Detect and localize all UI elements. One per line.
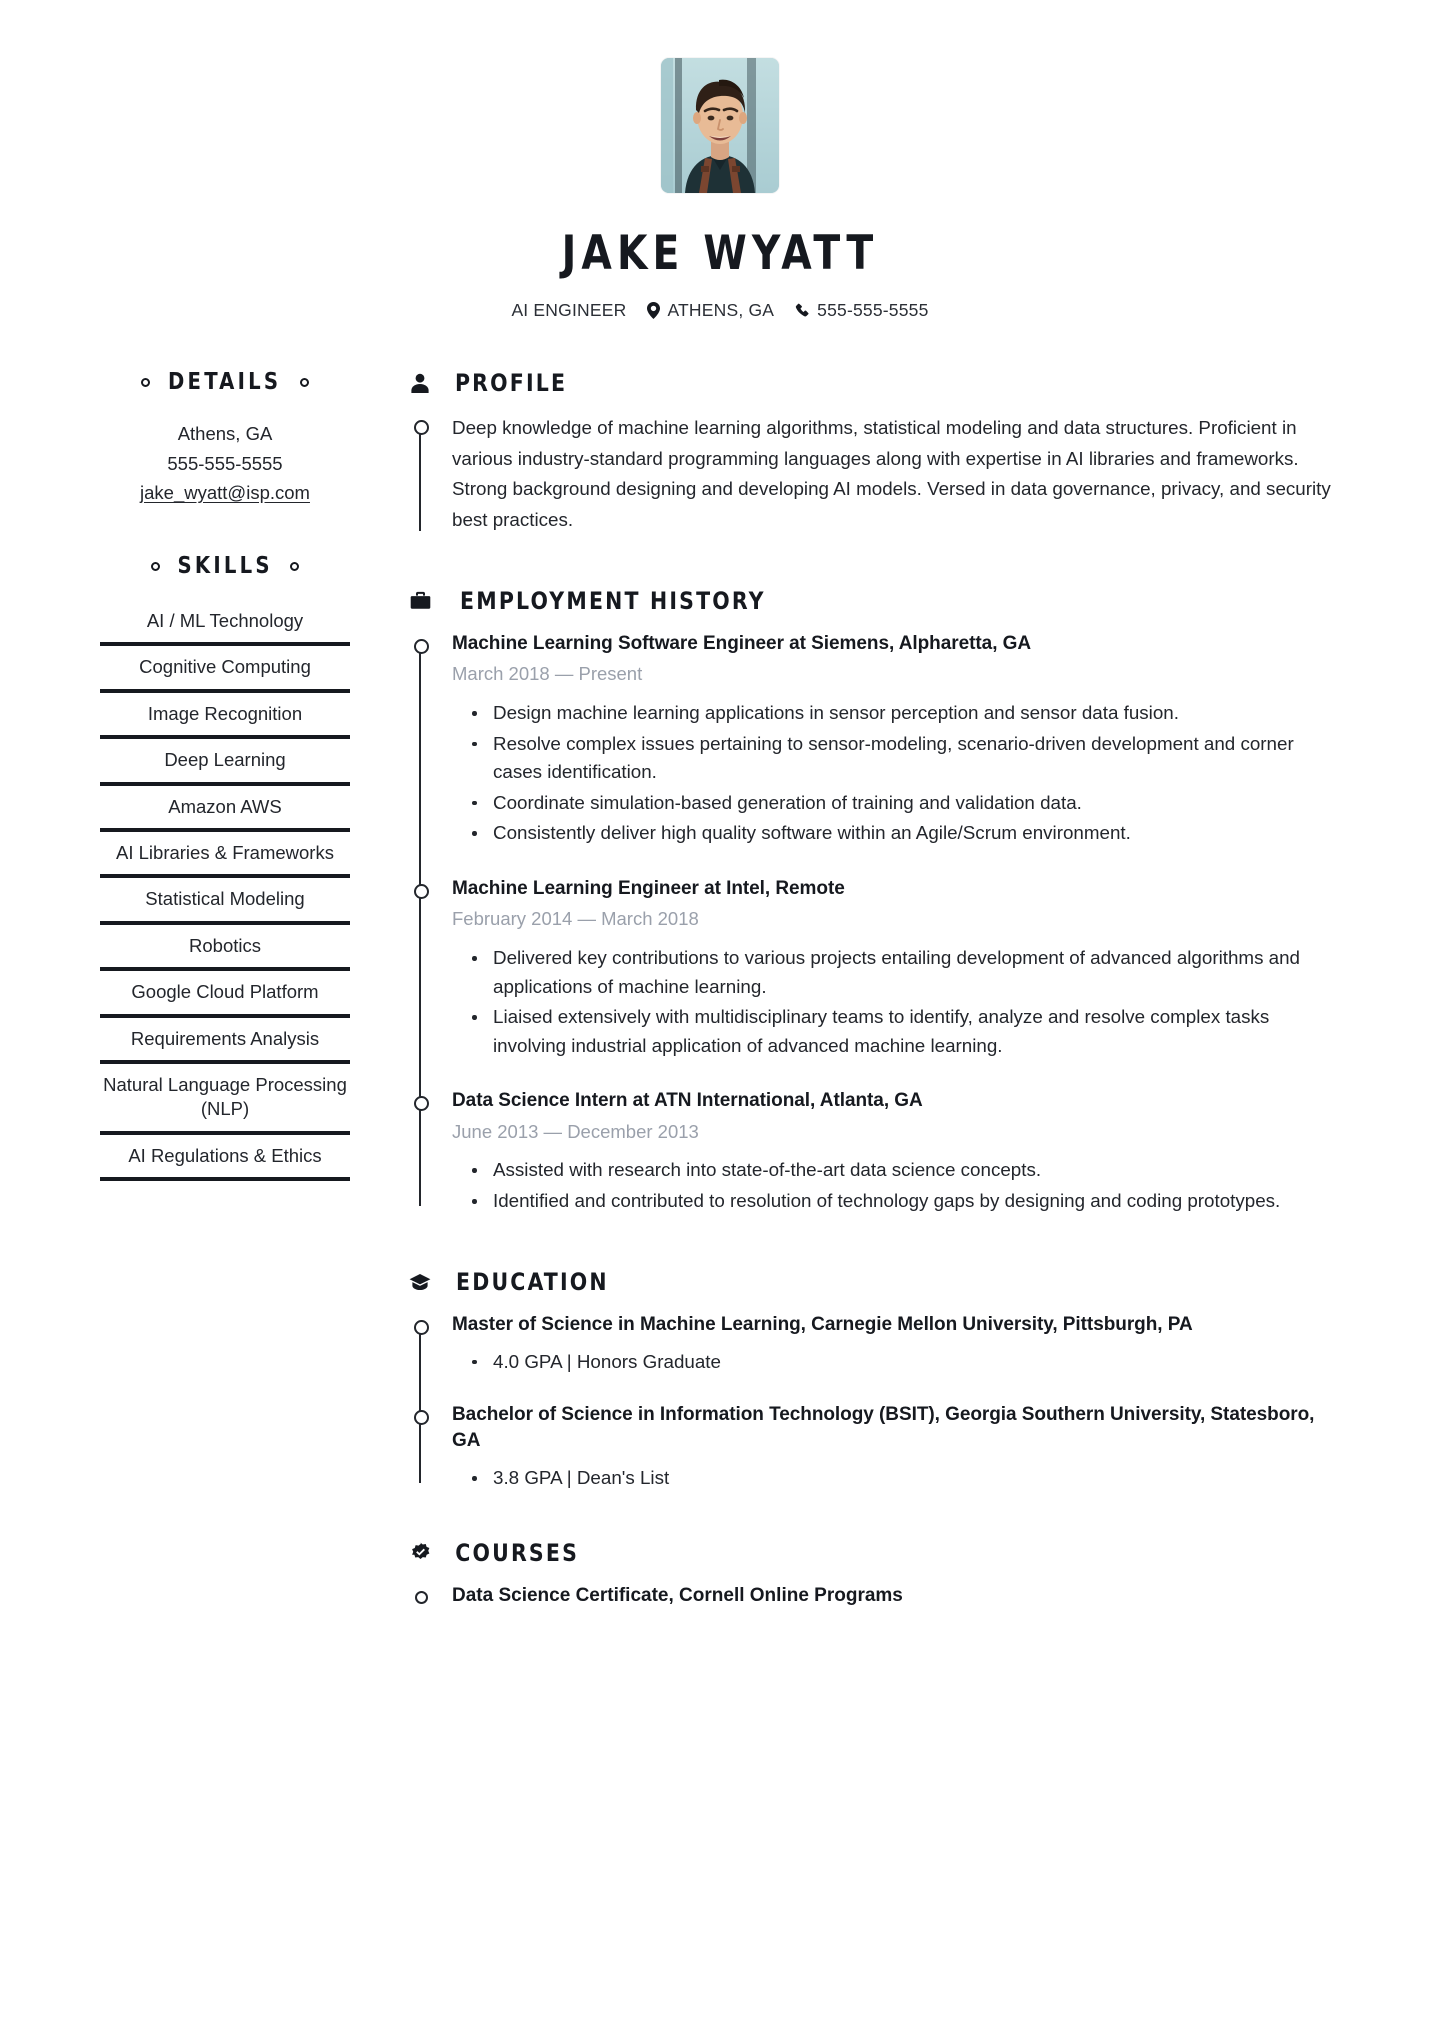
profile-section — [408, 369, 1332, 535]
education-title: EDUCATION — [456, 1267, 609, 1296]
courses-heading — [408, 1539, 1332, 1567]
skill-item: Requirements Analysis — [130, 1027, 320, 1049]
page-title: JAKE WYATT — [561, 226, 879, 281]
skill-item: Amazon AWS — [168, 795, 282, 817]
entry-bullets — [452, 944, 1332, 1060]
bullet-item: 3.8 GPA | Dean's List — [460, 1464, 1332, 1492]
resume-body — [0, 321, 1440, 1615]
skill-divider — [100, 1177, 350, 1181]
timeline-entry — [452, 1088, 1332, 1215]
bullet-item: Resolve complex issues pertaining to sensor-modeling, scenario-driven development and corner cases identification. — [460, 730, 1332, 787]
entry-title: Machine Learning Software Engineer at Siemens, Alpharetta, GA — [452, 633, 1032, 655]
skill-divider — [100, 828, 350, 832]
courses-section — [408, 1539, 1332, 1610]
profile-title: PROFILE — [454, 369, 568, 398]
profile-text: Deep knowledge of machine learning algorithms, statistical modeling and data structures. Proficient in various industry-standard programming languages along with expertise in AI libraries and frameworks. Strong background designing and developing AI models. Versed in data governance, privacy, and security best practices. — [452, 417, 1331, 530]
skill-item: Robotics — [189, 934, 261, 956]
entry-bullets — [452, 1464, 1332, 1492]
timeline-entry — [452, 1312, 1332, 1402]
circle-ornament-left-icon — [151, 562, 160, 571]
bullet-item: Coordinate simulation-based generation of training and validation data. — [460, 789, 1332, 818]
entry-title: Machine Learning Engineer at Intel, Remote — [452, 878, 845, 900]
avatar-wrapper — [0, 58, 1440, 193]
skill-divider — [100, 967, 350, 971]
detail-location: Athens, GA — [177, 423, 273, 445]
skill-item: AI / ML Technology — [146, 610, 304, 631]
employment-section — [408, 587, 1332, 1216]
timeline-entry — [452, 1402, 1332, 1493]
phone-label: 555-555-5555 — [817, 300, 929, 321]
skill-divider — [100, 1131, 350, 1135]
entry-dates: February 2014 — March 2018 — [452, 908, 699, 930]
main-content — [390, 369, 1440, 1615]
courses-list — [408, 1583, 1332, 1610]
employment-heading — [408, 587, 1332, 615]
skill-divider — [100, 921, 350, 925]
skill-divider — [100, 689, 350, 693]
bullet-item: Consistently deliver high quality software within an Agile/Scrum environment. — [460, 819, 1332, 848]
entry-dates: June 2013 — December 2013 — [452, 1120, 699, 1142]
details-heading-label: DETAILS — [168, 369, 282, 396]
location-label: ATHENS, GA — [667, 300, 775, 321]
circle-ornament-right-icon — [300, 378, 309, 387]
job-title — [511, 300, 626, 321]
employment-timeline — [408, 631, 1332, 1216]
map-pin-icon — [647, 302, 660, 319]
skill-divider — [100, 782, 350, 786]
skill-divider — [100, 735, 350, 739]
entry-bullets — [452, 1156, 1332, 1215]
education-timeline — [408, 1312, 1332, 1493]
entry-bullets — [452, 1348, 1332, 1376]
entry-dates: March 2018 — Present — [452, 663, 643, 685]
skills-heading-label: SKILLS — [177, 553, 273, 579]
skill-item: Statistical Modeling — [145, 888, 305, 910]
employment-title: EMPLOYMENT HISTORY — [460, 587, 766, 616]
sidebar — [0, 369, 390, 1615]
skill-item: AI Regulations & Ethics — [128, 1144, 322, 1166]
entry-title: Data Science Intern at ATN International, Atlanta, GA — [452, 1090, 923, 1112]
skill-item: Cognitive Computing — [139, 656, 311, 678]
briefcase-icon — [408, 591, 432, 611]
skill-item: AI Libraries & Frameworks — [116, 842, 334, 864]
skill-divider — [100, 874, 350, 878]
education-heading — [408, 1268, 1332, 1296]
timeline-entry — [452, 876, 1332, 1088]
graduation-cap-icon — [408, 1273, 432, 1291]
circle-ornament-right-icon — [290, 562, 299, 571]
course-item: Data Science Certificate, Cornell Online Programs — [408, 1583, 1332, 1610]
profile-heading — [408, 369, 1332, 397]
detail-phone: 555-555-5555 — [167, 452, 283, 474]
job-title-label: AI ENGINEER — [511, 300, 627, 321]
detail-email-link[interactable]: jake_wyatt@isp.com — [140, 481, 310, 503]
entry-title: Master of Science in Machine Learning, Carnegie Mellon University, Pittsburgh, PA — [452, 1313, 1193, 1335]
timeline-entry — [452, 631, 1332, 876]
bullet-item: Liaised extensively with multidisciplinary teams to identify, analyze and resolve complex tasks involving industrial application of advanced machine learning. — [460, 1003, 1332, 1060]
skill-divider — [100, 642, 350, 646]
profile-timeline — [408, 413, 1332, 535]
entry-bullets — [452, 699, 1332, 848]
skills-list — [100, 603, 350, 1181]
education-section — [408, 1268, 1332, 1493]
avatar — [661, 58, 779, 193]
contact-location — [647, 300, 774, 321]
circle-ornament-left-icon — [141, 378, 150, 387]
bullet-item: Assisted with research into state-of-the-art data science concepts. — [460, 1156, 1332, 1185]
skill-divider — [100, 1060, 350, 1064]
skill-item: Google Cloud Platform — [131, 981, 319, 1003]
skill-item: Natural Language Processing (NLP) — [103, 1074, 347, 1120]
person-icon — [408, 373, 432, 394]
skill-item: Deep Learning — [164, 749, 286, 771]
skill-divider — [100, 1014, 350, 1018]
skills-heading — [100, 553, 350, 579]
badge-check-icon — [408, 1542, 432, 1563]
details-section — [100, 369, 350, 507]
details-heading — [100, 369, 350, 395]
phone-icon — [795, 303, 810, 318]
contact-phone — [795, 300, 928, 321]
bullet-item: Identified and contributed to resolution of technology gaps by designing and coding prototypes. — [460, 1187, 1332, 1216]
bullet-item: Delivered key contributions to various projects entailing development of advanced algorithms and applications of machine learning. — [460, 944, 1332, 1001]
skills-section — [100, 553, 350, 1181]
profile-photo-illustration — [661, 58, 779, 193]
courses-title: COURSES — [455, 1538, 580, 1567]
bullet-item: Design machine learning applications in sensor perception and sensor data fusion. — [460, 699, 1332, 728]
entry-title: Bachelor of Science in Information Technology (BSIT), Georgia Southern University, Statesboro, GA — [452, 1404, 1315, 1452]
contact-line — [0, 300, 1440, 321]
resume-header — [0, 0, 1440, 321]
bullet-item: 4.0 GPA | Honors Graduate — [460, 1348, 1332, 1376]
skill-item: Image Recognition — [147, 702, 303, 724]
